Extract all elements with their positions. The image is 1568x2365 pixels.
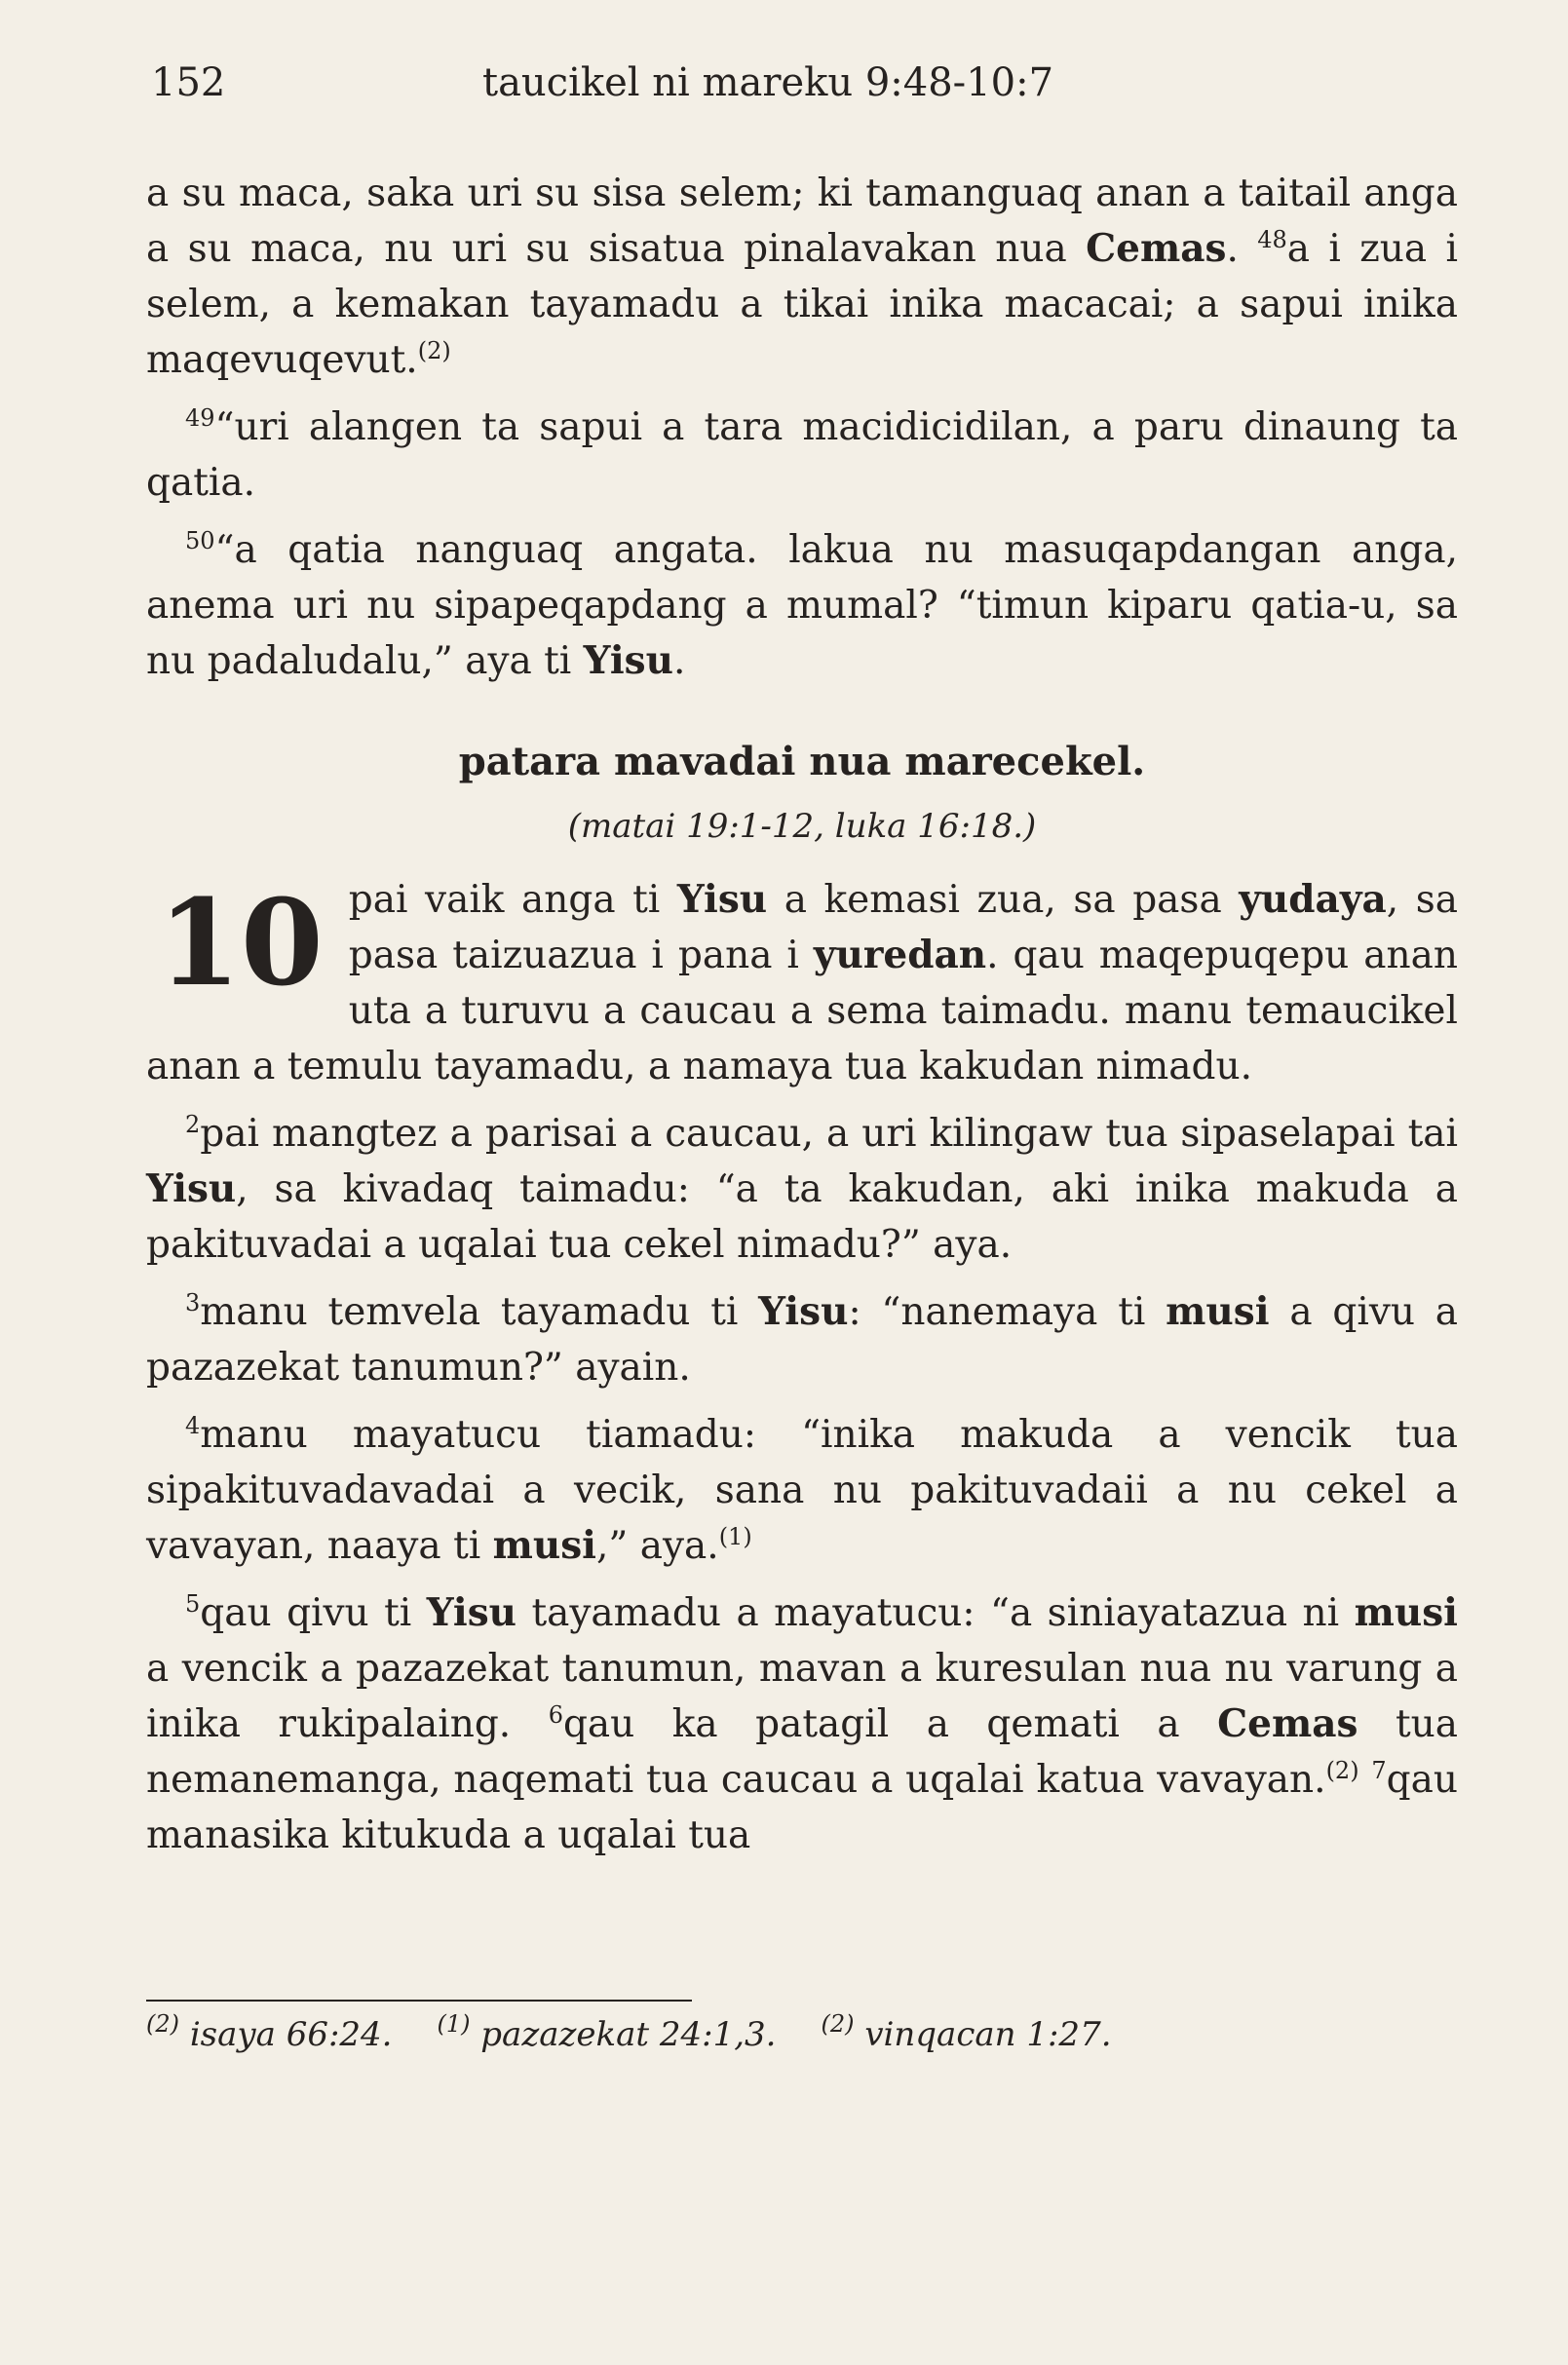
text-run: ,” aya. <box>596 1524 719 1568</box>
text-run: , sa pasa taizuazua i pana i <box>348 878 1458 977</box>
text-run: pai mangtez a parisai a caucau, a uri kilingaw tua sipaselapai tai <box>200 1112 1458 1156</box>
paragraph <box>146 166 1458 388</box>
verse-number: (2) <box>417 337 451 364</box>
page-body <box>146 166 1458 1875</box>
text-run <box>1359 1758 1372 1802</box>
paragraph <box>146 1407 1458 1574</box>
verse-number: 48 <box>1257 226 1287 253</box>
paragraph <box>146 1106 1458 1273</box>
proper-name: Yisu <box>146 1166 237 1211</box>
proper-name: Cemas <box>1217 1701 1358 1746</box>
page-number: 152 <box>151 60 226 105</box>
text-run: : “nanemaya ti <box>848 1290 1166 1334</box>
text-run: a kemasi zua, sa pasa <box>767 878 1240 922</box>
proper-name: musi <box>1354 1590 1458 1635</box>
proper-name: musi <box>1166 1289 1270 1334</box>
verse-number: 49 <box>185 404 215 432</box>
verse-number: 5 <box>185 1590 201 1618</box>
verse-number: 3 <box>185 1289 201 1316</box>
chapter-text <box>146 872 1458 1863</box>
text-run: qau manasika kitukuda a uqalai tua <box>146 1758 1458 1857</box>
verse-number: 6 <box>548 1701 563 1729</box>
paragraph <box>146 400 1458 511</box>
paragraph <box>146 872 1458 1094</box>
proper-name: Cemas <box>1086 226 1227 271</box>
text-run: manu temvela tayamadu ti <box>200 1290 759 1334</box>
proper-name: Yisu <box>758 1289 849 1334</box>
text-run: a i zua i selem, a kemakan tayamadu a tikai inika macacai; a sapui inika maqevuqevut. <box>146 227 1458 382</box>
footnotes <box>146 2010 1157 2054</box>
continuation-text <box>146 166 1458 689</box>
text-run: “a qatia nanguaq angata. lakua nu masuqapdangan anga, anema uri nu sipapeqapdang a mumal? “timun kiparu qatia-u, sa nu padaludalu,” aya ti <box>146 528 1458 683</box>
proper-name: Yisu <box>426 1590 517 1635</box>
text-run: qau ka patagil a qemati a <box>562 1702 1218 1746</box>
section-heading: patara mavadai nua marecekel. <box>458 739 1146 784</box>
verse-number: (2) <box>1325 1757 1359 1784</box>
verse-number: (1) <box>718 1523 752 1550</box>
proper-name: Yisu <box>583 638 673 683</box>
paragraph <box>146 522 1458 689</box>
proper-name: yuredan <box>813 933 987 977</box>
paragraph <box>146 1585 1458 1863</box>
proper-name: yudaya <box>1239 877 1387 922</box>
text-run: tua nemanemanga, naqemati tua caucau a uqalai katua vavayan. <box>146 1702 1458 1802</box>
running-title: taucikel ni mareku 9:48-10:7 <box>482 60 1054 105</box>
section-reference: (matai 19:1-12, luka 16:18.) <box>567 807 1037 846</box>
proper-name: Yisu <box>676 877 768 922</box>
footnote <box>437 2010 777 2054</box>
text-run: “uri alangen ta sapui a tara macidicidilan, a paru dinaung ta qatia. <box>146 405 1458 505</box>
text-run: manu mayatucu tiamadu: “inika makuda a vencik tua sipakituvadavadai a vecik, sana nu pakituvadaii a nu cekel a vavayan, naaya ti <box>146 1413 1458 1568</box>
text-run: . <box>1226 227 1258 271</box>
text-run: , sa kivadaq taimadu: “a ta kakudan, aki inika makuda a pakituvadai a uqalai tua cekel nimadu?” aya. <box>146 1167 1458 1267</box>
footnote <box>146 2010 393 2054</box>
chapter-block <box>146 872 1458 1863</box>
page-header <box>151 60 1461 119</box>
footnote <box>821 2010 1112 2054</box>
footnote-text: isaya 66:24. <box>189 2015 393 2054</box>
text-run: pai vaik anga ti <box>348 878 677 922</box>
text-run: a qivu a pazazekat tanumun?” ayain. <box>146 1290 1459 1390</box>
text-run: . qau maqepuqepu anan uta a turuvu a caucau a sema taimadu. manu temaucikel anan a temulu tayamadu, a namaya tua kakudan nimadu. <box>146 934 1458 1088</box>
text-run: qau qivu ti <box>200 1591 427 1635</box>
verse-number: 7 <box>1371 1757 1387 1784</box>
footnote-mark: (2) <box>821 2010 855 2038</box>
text-run: . <box>672 639 686 683</box>
text-run: a vencik a pazazekat tanumun, mavan a kuresulan nua nu varung a inika rukipalaing. <box>146 1647 1458 1746</box>
footnote-text: pazazekat 24:1,3. <box>480 2015 777 2054</box>
verse-number: 50 <box>185 527 215 554</box>
verse-number: 2 <box>185 1111 201 1138</box>
footnote-text: vinqacan 1:27. <box>864 2015 1112 2054</box>
text-run: a su maca, saka uri su sisa selem; ki tamanguaq anan a taitail anga a su maca, nu uri su sisatua pinalavakan nua <box>146 172 1458 271</box>
footnote-mark: (2) <box>146 2010 179 2038</box>
footnote-divider <box>146 2000 692 2002</box>
chapter-number: 10 <box>158 872 324 1012</box>
verse-number: 4 <box>185 1412 201 1439</box>
footnote-mark: (1) <box>437 2010 471 2038</box>
paragraph <box>146 1284 1458 1395</box>
text-run: tayamadu a mayatucu: “a siniayatazua ni <box>516 1591 1355 1635</box>
proper-name: musi <box>492 1523 597 1568</box>
